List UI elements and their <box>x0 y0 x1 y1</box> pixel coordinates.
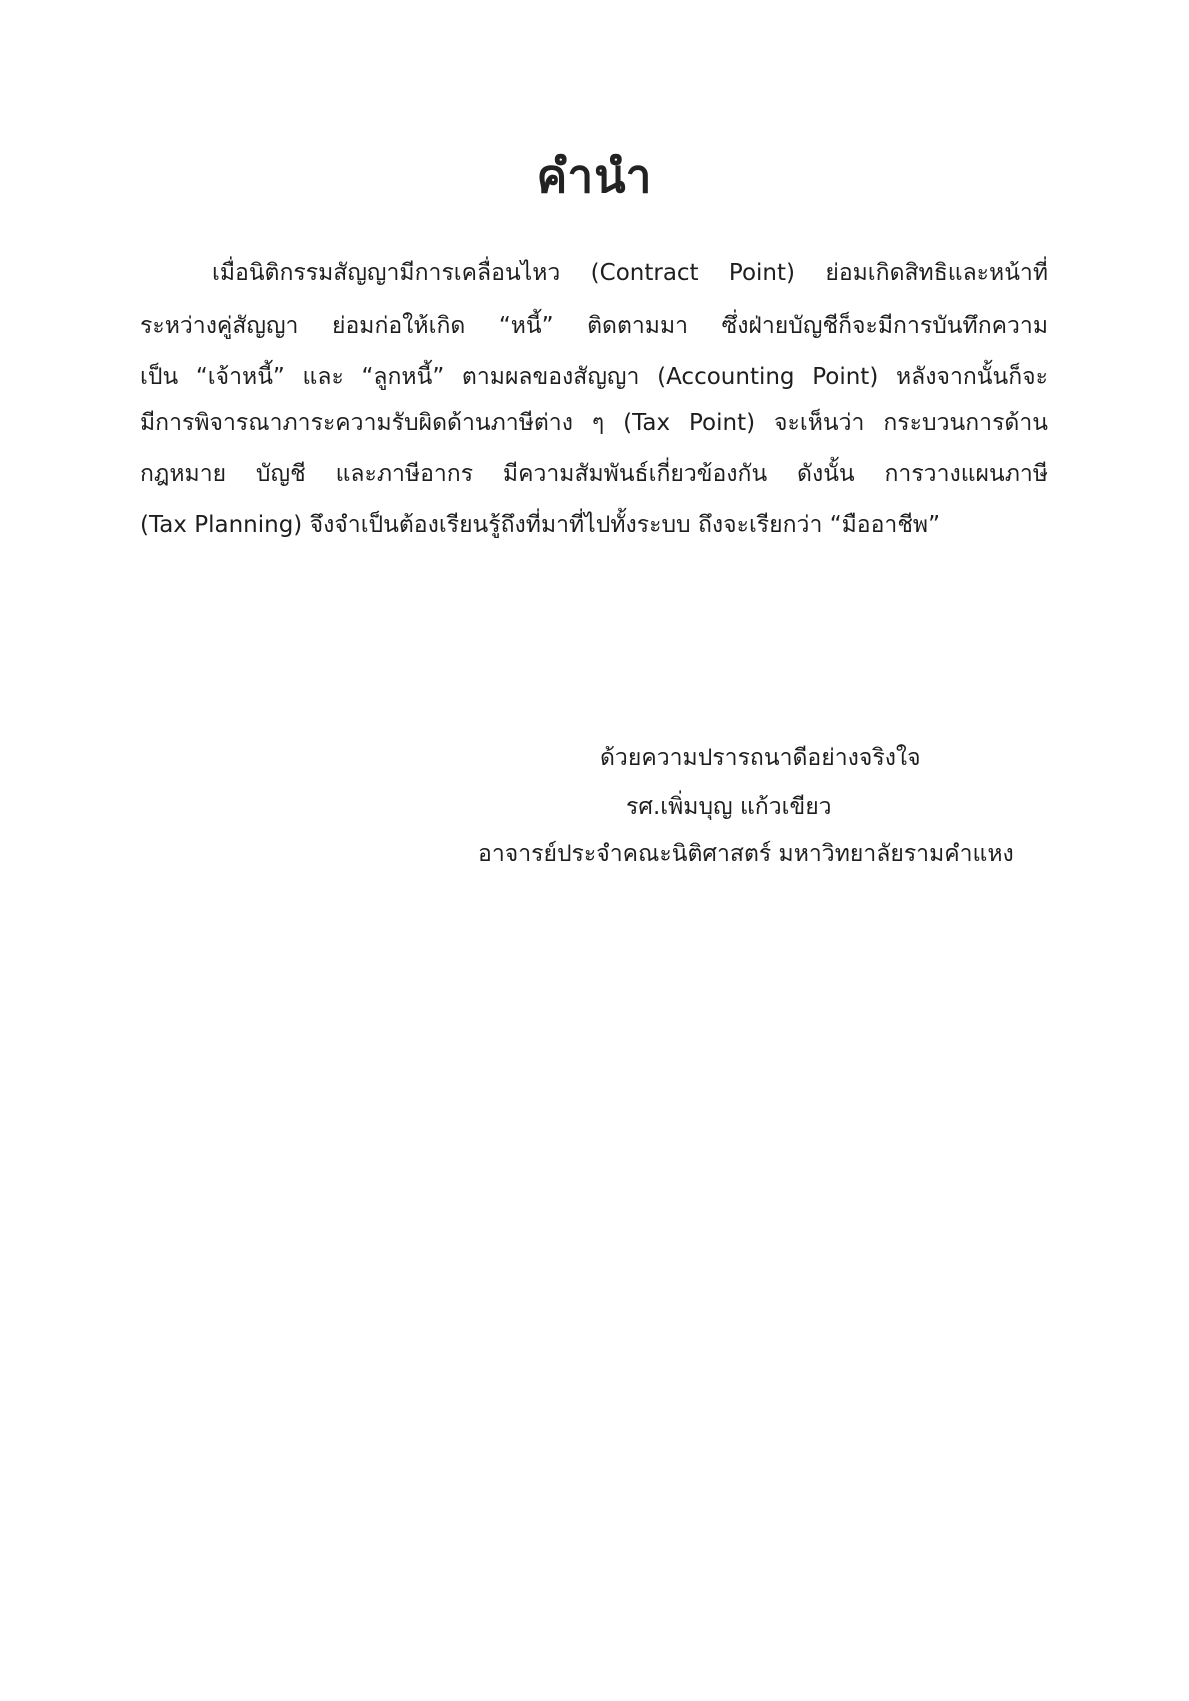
paragraph-line-3: เป็น “เจ้าหนี้” และ “ลูกหนี้” ตามผลของสัญญา (Accounting Point) หลังจากนั้นก็จะ <box>140 364 1048 390</box>
paragraph-line-5: กฎหมาย บัญชี และภาษีอากร มีความสัมพันธ์เกี่ยวข้องกัน ดังนั้น การวางแผนภาษี <box>140 461 1048 487</box>
page-title: คำนำ <box>536 149 653 203</box>
paragraph-line-6: (Tax Planning) จึงจำเป็นต้องเรียนรู้ถึงที่มาที่ไปทั้งระบบ ถึงจะเรียกว่า “มืออาชีพ” <box>140 512 941 538</box>
paragraph-line-1: เมื่อนิติกรรมสัญญามีการเคลื่อนไหว (Contract Point) ย่อมเกิดสิทธิและหน้าที่ <box>212 260 1048 286</box>
signature-closing: ด้วยความปรารถนาดีอย่างจริงใจ <box>600 745 921 771</box>
signature-author: รศ.เพิ่มบุญ แก้วเขียว <box>626 794 832 820</box>
paragraph-line-4: มีการพิจารณาภาระความรับผิดด้านภาษีต่าง ๆ (Tax Point) จะเห็นว่า กระบวนการด้าน <box>140 410 1048 436</box>
signature-position: อาจารย์ประจำคณะนิติศาสตร์ มหาวิทยาลัยรามคำแหง <box>478 841 1014 867</box>
paragraph-line-2: ระหว่างคู่สัญญา ย่อมก่อให้เกิด “หนี้” ติดตามมา ซึ่งฝ่ายบัญชีก็จะมีการบันทึกความ <box>140 313 1048 339</box>
